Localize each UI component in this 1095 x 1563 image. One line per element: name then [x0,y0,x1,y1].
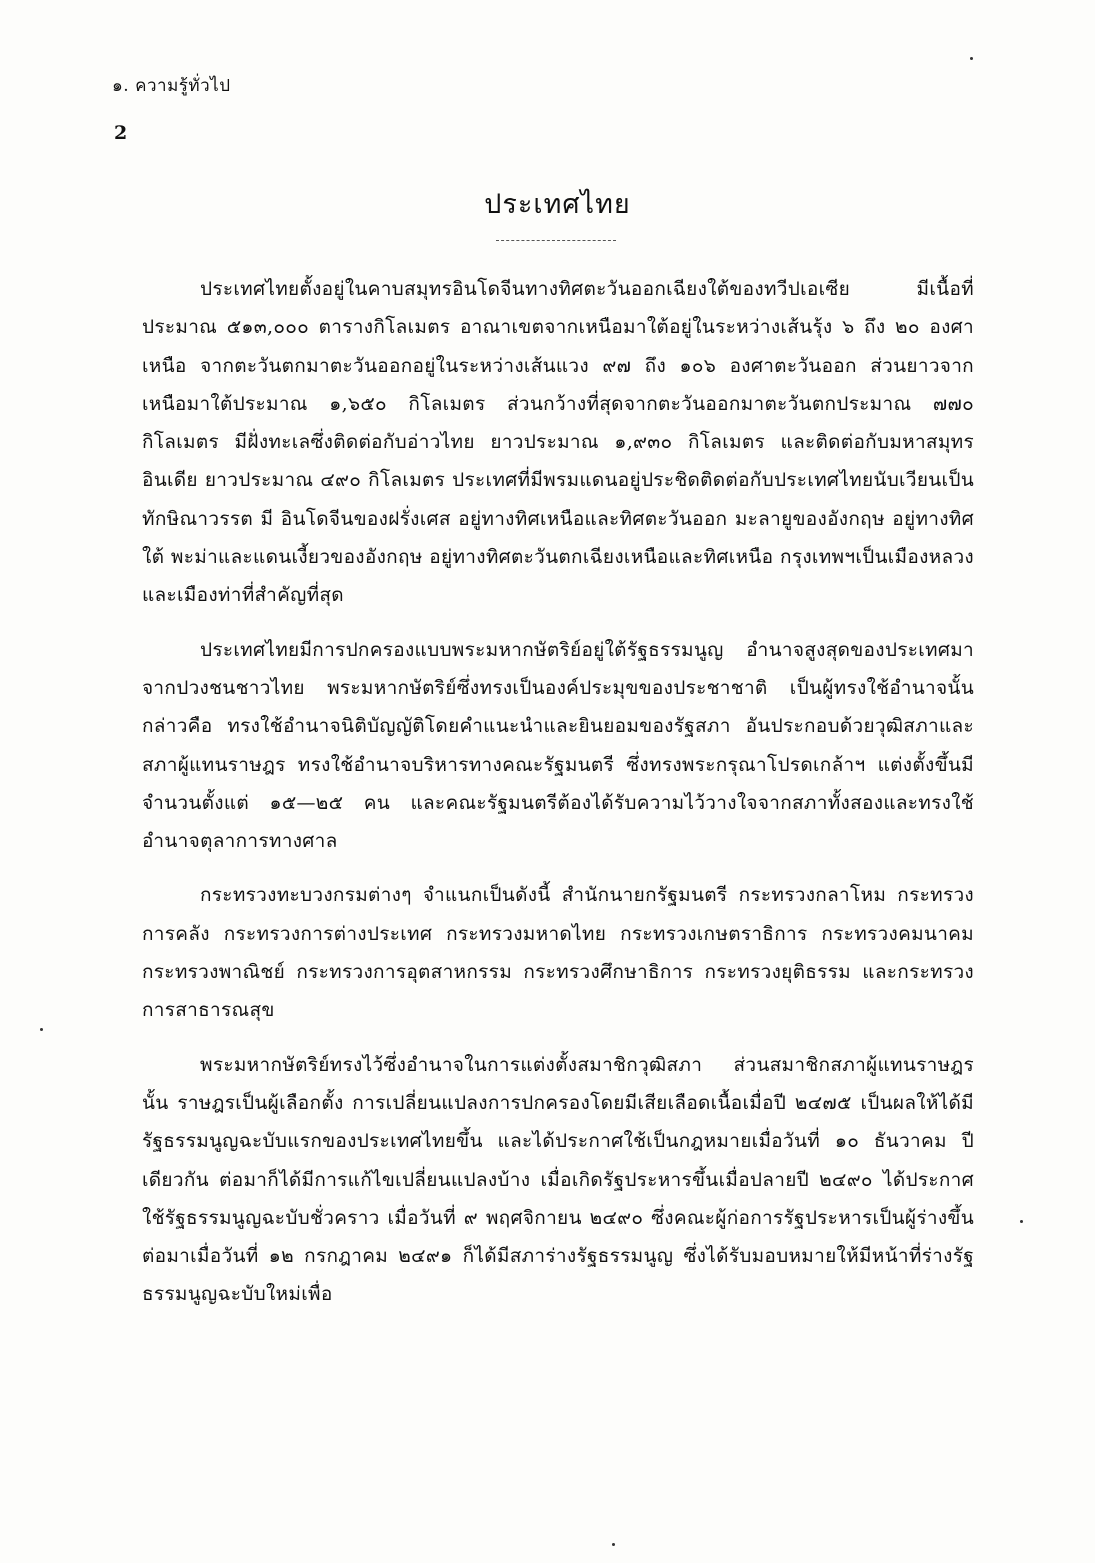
section-header: ๑. ความรู้ทั่วไป [112,76,231,96]
paragraph-geography: ประเทศไทยตั้งอยู่ในคาบสมุทรอินโดจีนทางทิศตะวันออกเฉียงใต้ของทวีปเอเซีย มีเนื้อที่ประมาณ ๕๑๓,๐๐๐ ตารางกิโลเมตร อาณาเขตจากเหนือมาใต้อยู่ในระหว่างเส้นรุ้ง ๖ ถึง ๒๐ องศาเหนือ จากตะวันตกมาตะวันออกอยู่ในระหว่างเส้นแวง ๙๗ ถึง ๑๐๖ องศาตะวันออก ส่วนยาวจากเหนือมาใต้ประมาณ ๑,๖๕๐ กิโลเมตร ส่วนกว้างที่สุดจากตะวันออกมาตะวันตกประมาณ ๗๗๐ กิโลเมตร มีฝั่งทะเลซึ่งติดต่อกับอ่าวไทย ยาวประมาณ ๑,๙๓๐ กิโลเมตร และติดต่อกับมหาสมุทรอินเดีย ยาวประมาณ ๔๙๐ กิโลเมตร ประเทศที่มีพรมแดนอยู่ประชิดติดต่อกับประเทศไทยนับเวียนเป็นทักษิณาวรรต มี อินโดจีนของฝรั่งเศส อยู่ทางทิศเหนือและทิศตะวันออก มะลายูของอังกฤษ อยู่ทางทิศใต้ พะม่าและแดนเงี้ยวของอังกฤษ อยู่ทางทิศตะวันตกเฉียงเหนือและทิศเหนือ กรุงเทพฯเป็นเมืองหลวงและเมืองท่าที่สำคัญที่สุด [142,278,974,607]
title-divider [496,240,616,241]
paragraph-constitution: พระมหากษัตริย์ทรงไว้ซึ่งอำนาจในการแต่งตั้งสมาชิกวุฒิสภา ส่วนสมาชิกสภาผู้แทนราษฎรนั้น ราษฎรเป็นผู้เลือกตั้ง การเปลี่ยนแปลงการปกครองโดยมีเสียเลือดเนื้อเมื่อปี ๒๔๗๕ เป็นผลให้ได้มีรัฐธรรมนูญฉะบับแรกของประเทศไทยขึ้น และได้ประกาศใช้เป็นกฎหมายเมื่อวันที่ ๑๐ ธันวาคม ปีเดียวกัน ต่อมาก็ได้มีการแก้ไขเปลี่ยนแปลงบ้าง เมื่อเกิดรัฐประหารขึ้นเมื่อปลายปี ๒๔๙๐ ได้ประกาศใช้รัฐธรรมนูญฉะบับชั่วคราว เมื่อวันที่ ๙ พฤศจิกายน ๒๔๙๐ ซึ่งคณะผู้ก่อการรัฐประหารเป็นผู้ร่างขึ้น ต่อมาเมื่อวันที่ ๑๒ กรกฎาคม ๒๔๙๑ ก็ได้มีสภาร่างรัฐธรรมนูญ ซึ่งได้รับมอบหมายให้มีหน้าที่ร่างรัฐธรรมนูญฉะบับใหม่เพื่อ [142,1053,974,1306]
scan-speck [1020,1220,1023,1223]
scan-speck [40,1028,43,1031]
scan-speck [612,1543,615,1546]
body-text [142,270,974,1314]
paragraph-ministries: กระทรวงทะบวงกรมต่างๆ จำแนกเป็นดังนี้ สำนักนายกรัฐมนตรี กระทรวงกลาโหม กระทรวงการคลัง กระทรวงการต่างประเทศ กระทรวงมหาดไทย กระทรวงเกษตราธิการ กระทรวงคมนาคม กระทรวงพาณิชย์ กระทรวงการอุตสาหกรรม กระทรวงศึกษาธิการ กระทรวงยุติธรรม และกระทรวงการสาธารณสุข [142,884,974,1022]
paragraph-government: ประเทศไทยมีการปกครองแบบพระมหากษัตริย์อยู่ใต้รัฐธรรมนูญ อำนาจสูงสุดของประเทศมาจากปวงชนชาวไทย พระมหากษัตริย์ซึ่งทรงเป็นองค์ประมุขของประชาชาติ เป็นผู้ทรงใช้อำนาจนั้นกล่าวคือ ทรงใช้อำนาจนิติบัญญัติโดยคำแนะนำและยินยอมของรัฐสภา อันประกอบด้วยวุฒิสภาและสภาผู้แทนราษฎร ทรงใช้อำนาจบริหารทางคณะรัฐมนตรี ซึ่งทรงพระกรุณาโปรดเกล้าฯ แต่งตั้งขึ้นมีจำนวนตั้งแต่ ๑๕—๒๕ คน และคณะรัฐมนตรีต้องได้รับความไว้วางใจจากสภาทั้งสองและทรงใช้อำนาจตุลาการทางศาล [142,638,974,853]
page-number: 2 [114,122,128,144]
page-title: ประเทศไทย [484,189,631,220]
scan-speck [970,57,973,60]
